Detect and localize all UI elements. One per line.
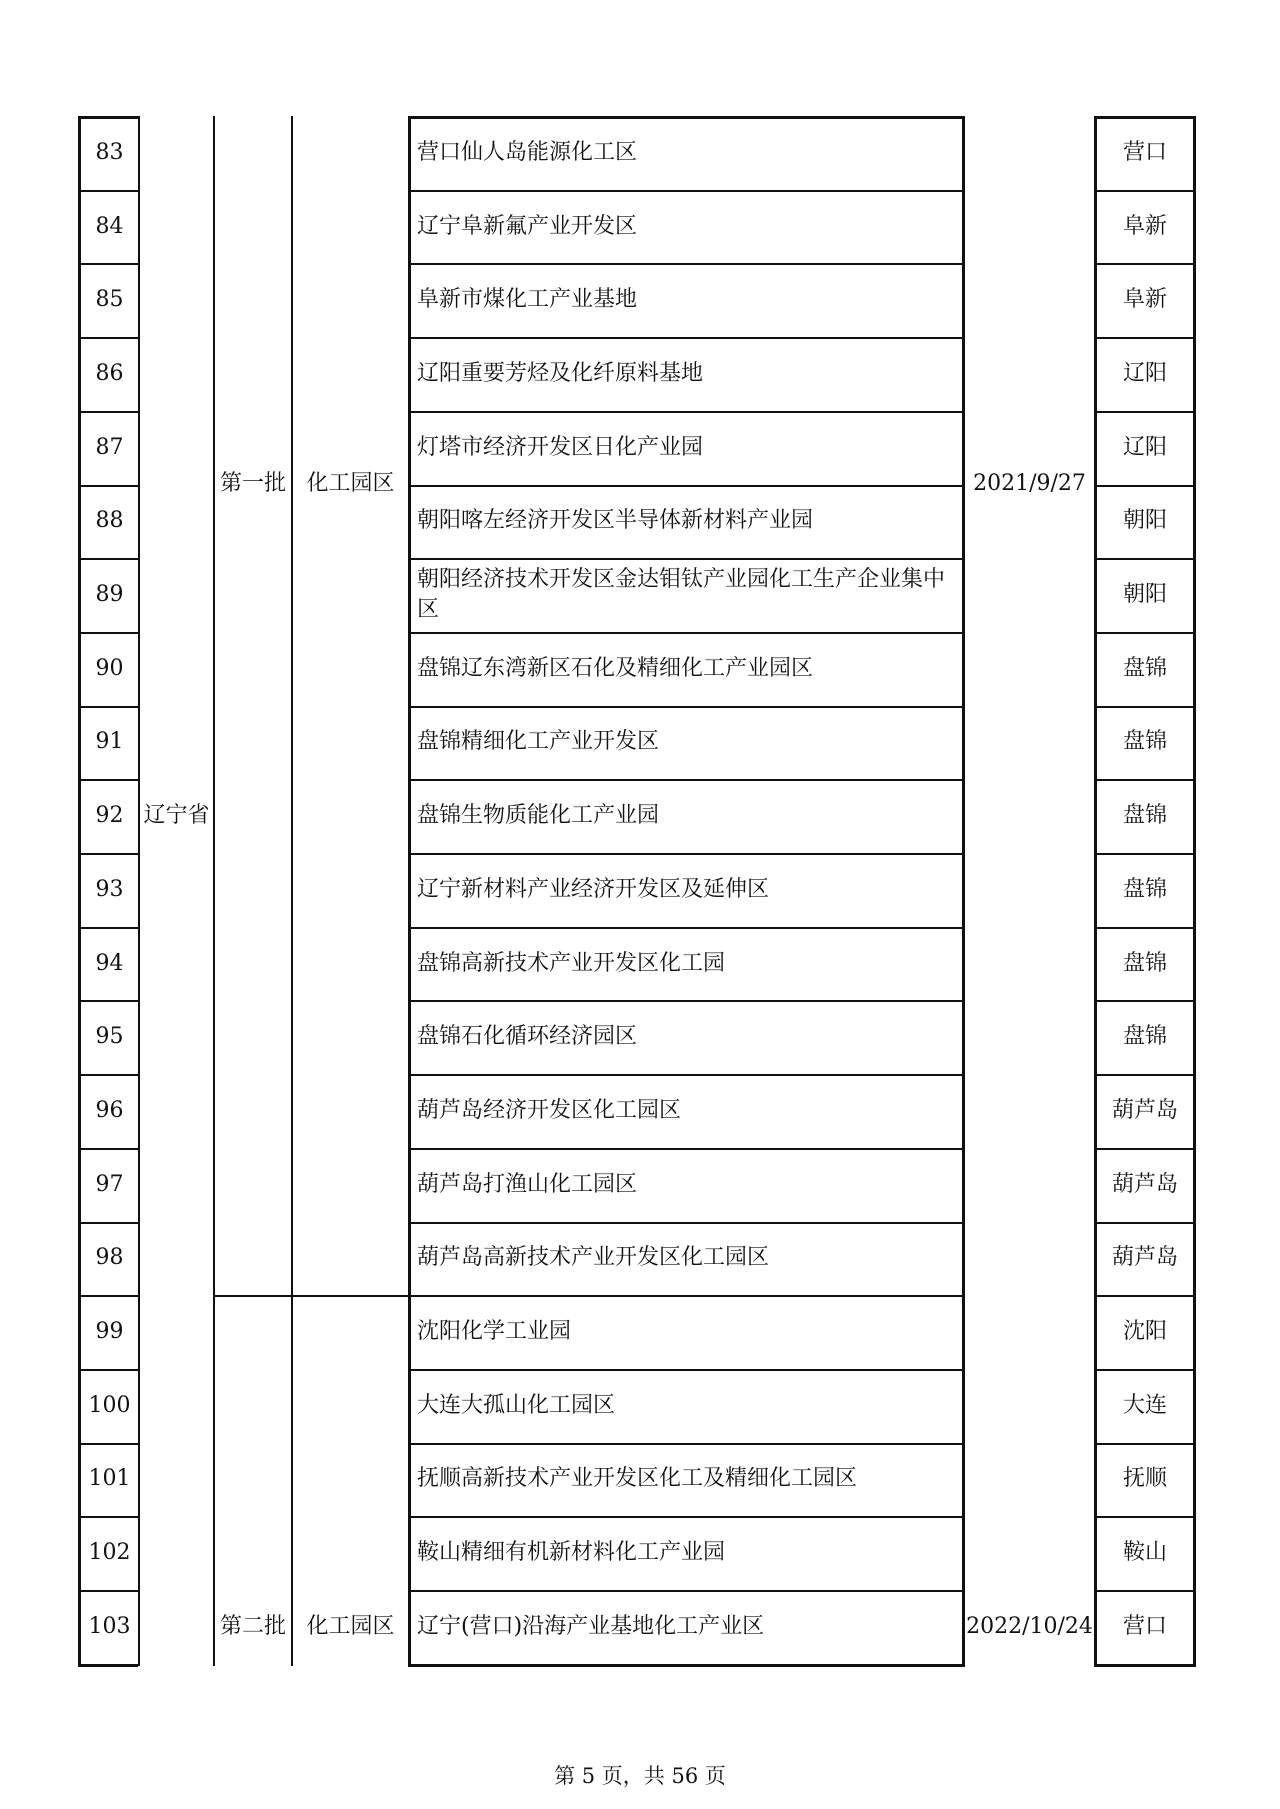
- approval-date: 2022/10/24: [966, 1613, 1093, 1639]
- city-name: 辽阳: [1122, 360, 1167, 386]
- city-name: 鞍山: [1122, 1540, 1167, 1566]
- city-name: 盘锦: [1122, 876, 1167, 902]
- park-name: 朝阳喀左经济开发区半导体新材料产业园: [417, 508, 814, 534]
- city-name: 葫芦岛: [1111, 1097, 1178, 1123]
- row-number: 91: [95, 729, 124, 755]
- park-name: 盘锦生物质能化工产业园: [417, 803, 660, 829]
- batch-label: 第二批: [219, 1613, 286, 1639]
- park-name: 盘锦石化循环经济园区: [417, 1024, 638, 1050]
- row-number: 95: [95, 1024, 124, 1050]
- park-name: 阜新市煤化工产业基地: [417, 287, 638, 313]
- row-number: 93: [95, 876, 124, 902]
- row-number: 84: [95, 213, 124, 239]
- park-name: 大连大孤山化工园区: [417, 1392, 616, 1418]
- row-number: 96: [95, 1097, 124, 1123]
- city-name: 沈阳: [1122, 1319, 1167, 1345]
- province-label: 辽宁省: [143, 803, 210, 829]
- park-name: 盘锦高新技术产业开发区化工园: [417, 950, 726, 976]
- group-divider: [213, 1295, 408, 1297]
- city-name: 营口: [1122, 1613, 1167, 1639]
- city-name: 抚顺: [1122, 1466, 1167, 1492]
- park-name: 盘锦辽东湾新区石化及精细化工产业园区: [417, 655, 814, 681]
- city-name: 盘锦: [1122, 655, 1167, 681]
- row-number: 83: [95, 139, 124, 165]
- city-name: 阜新: [1122, 213, 1167, 239]
- park-name: 辽宁(营口)沿海产业基地化工产业区: [417, 1613, 765, 1639]
- city-name: 葫芦岛: [1111, 1171, 1178, 1197]
- park-name: 盘锦精细化工产业开发区: [417, 729, 660, 755]
- row-number: 98: [95, 1245, 124, 1271]
- city-name: 盘锦: [1122, 1024, 1167, 1050]
- row-number: 103: [88, 1613, 131, 1639]
- column-divider: [291, 116, 293, 1666]
- row-divider: [408, 1664, 965, 1667]
- row-number: 99: [95, 1319, 124, 1345]
- city-name: 大连: [1122, 1392, 1167, 1418]
- row-divider: [1094, 1664, 1196, 1667]
- table-border-right: [1193, 116, 1196, 1666]
- park-name: 沈阳化学工业园: [417, 1319, 572, 1345]
- park-name: 葫芦岛高新技术产业开发区化工园区: [417, 1245, 770, 1271]
- park-type-label: 化工园区: [306, 471, 395, 497]
- row-number: 94: [95, 950, 124, 976]
- row-divider: [78, 1664, 138, 1667]
- city-name: 辽阳: [1122, 434, 1167, 460]
- city-name: 盘锦: [1122, 803, 1167, 829]
- park-name: 朝阳经济技术开发区金达钼钛产业园化工生产企业集中区: [417, 567, 946, 623]
- row-number: 101: [88, 1466, 131, 1492]
- park-name: 营口仙人岛能源化工区: [417, 139, 638, 165]
- city-name: 葫芦岛: [1111, 1245, 1178, 1271]
- park-name: 抚顺高新技术产业开发区化工及精细化工园区: [417, 1466, 858, 1492]
- park-name: 灯塔市经济开发区日化产业园: [417, 434, 704, 460]
- row-number: 92: [95, 803, 124, 829]
- batch-label: 第一批: [219, 471, 286, 497]
- city-name: 朝阳: [1122, 582, 1167, 608]
- row-number: 89: [95, 582, 124, 608]
- city-name: 阜新: [1122, 287, 1167, 313]
- park-name: 鞍山精细有机新材料化工产业园: [417, 1540, 726, 1566]
- city-name: 盘锦: [1122, 729, 1167, 755]
- park-name: 辽宁阜新氟产业开发区: [417, 213, 638, 239]
- approval-date: 2021/9/27: [973, 471, 1086, 497]
- row-number: 97: [95, 1171, 124, 1197]
- park-name: 辽宁新材料产业经济开发区及延伸区: [417, 876, 770, 902]
- row-number: 86: [95, 360, 124, 386]
- city-name: 朝阳: [1122, 508, 1167, 534]
- page-footer: 第 5 页，共 56 页: [554, 1764, 726, 1788]
- row-number: 102: [88, 1540, 131, 1566]
- row-number: 90: [95, 655, 124, 681]
- row-number: 85: [95, 287, 124, 313]
- row-number: 88: [95, 508, 124, 534]
- park-name: 葫芦岛打渔山化工园区: [417, 1171, 638, 1197]
- park-name: 葫芦岛经济开发区化工园区: [417, 1097, 682, 1123]
- column-divider: [213, 116, 215, 1666]
- park-type-label: 化工园区: [306, 1613, 395, 1639]
- city-name: 营口: [1122, 139, 1167, 165]
- column-divider: [138, 116, 140, 1666]
- park-name: 辽阳重要芳烃及化纤原料基地: [417, 360, 704, 386]
- row-number: 87: [95, 434, 124, 460]
- row-number: 100: [88, 1392, 131, 1418]
- city-name: 盘锦: [1122, 950, 1167, 976]
- column-divider: [962, 116, 965, 1666]
